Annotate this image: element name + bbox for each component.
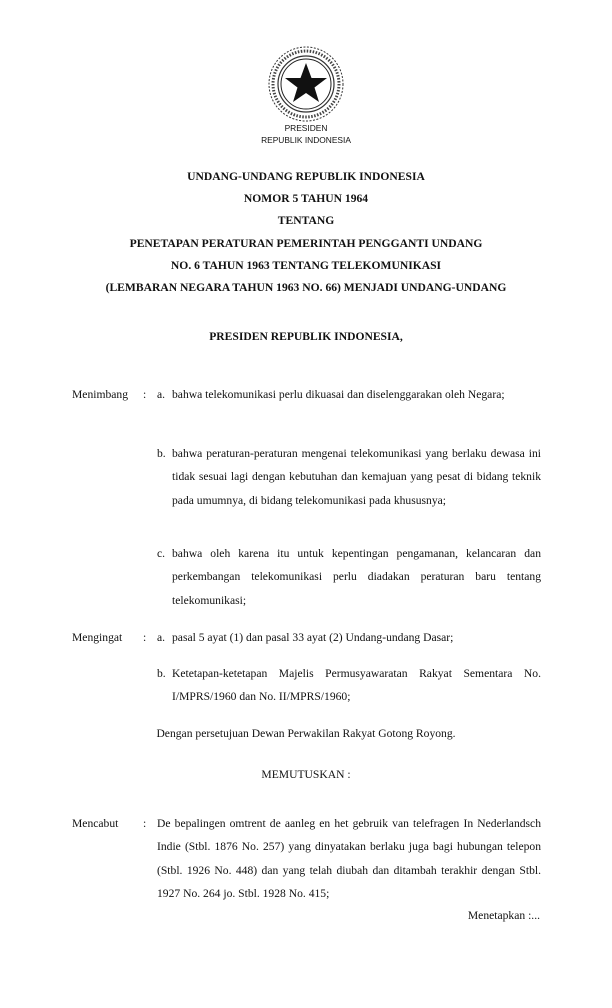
title-line: PENETAPAN PERATURAN PEMERINTAH PENGGANTI UNDANG: [129, 236, 483, 250]
item-letter: a.: [157, 631, 166, 644]
item-letter: c.: [157, 547, 166, 560]
continuation-note: Menetapkan :...: [467, 909, 540, 922]
mencabut-label: Mencabut: [72, 817, 119, 830]
mencabut-colon: :: [143, 817, 147, 830]
menimbang-item-b: [157, 442, 541, 512]
title-line: TENTANG: [277, 214, 335, 228]
title-line: (LEMBARAN NEGARA TAHUN 1963 NO. 66) MENJADI UNDANG-UNDANG: [105, 281, 507, 295]
title-line: UNDANG-UNDANG REPUBLIK INDONESIA: [187, 170, 425, 183]
persetujuan-text: Dengan persetujuan Dewan Perwakilan Rakyat Gotong Royong.: [156, 727, 456, 740]
menimbang-item-a: [157, 383, 541, 406]
menimbang-label: Menimbang: [72, 388, 129, 401]
item-letter: b.: [157, 667, 166, 680]
emblem-caption-republik: REPUBLIK INDONESIA: [261, 135, 351, 145]
item-text: bahwa oleh karena itu untuk kepentingan pengamanan, kelancaran dan perkembangan telekomunikasi perlu diadakan peraturan baru tentang telekomunikasi;: [172, 547, 541, 607]
item-text: bahwa peraturan-peraturan mengenai telekomunikasi yang berlaku dewasa ini tidak sesuai lagi dengan kebutuhan dan kemajuan yang pesat di bidang teknik pada umumnya, di bidang telekomunikasi pada khususnya;: [172, 447, 541, 507]
menimbang-colon: :: [143, 388, 147, 401]
memutuskan-heading: MEMUTUSKAN :: [261, 768, 351, 781]
item-text: pasal 5 ayat (1) dan pasal 33 ayat (2) Undang-undang Dasar;: [172, 631, 454, 644]
title-line: NOMOR 5 TAHUN 1964: [243, 192, 369, 206]
mengingat-item-a: [157, 626, 541, 649]
item-text: bahwa telekomunikasi perlu dikuasai dan diselenggarakan oleh Negara;: [172, 388, 505, 401]
mengingat-item-b: [157, 662, 541, 709]
emblem-caption-presiden: PRESIDEN: [284, 123, 328, 133]
item-letter: a.: [157, 388, 166, 401]
mencabut-text: De bepalingen omtrent de aanleg en het gebruik van telefragen In Nederlandsch Indie (Stbl. 1876 No. 257) yang dinyatakan berlaku juga bagi hubungan telepon (Stbl. 1926 No. 448) dan yang telah diubah dan ditambah terakhir dengan Stbl. 1927 No. 264 jo. Stbl. 1928 No. 415;: [157, 817, 541, 900]
mengingat-label: Mengingat: [72, 631, 123, 644]
title-line: NO. 6 TAHUN 1963 TENTANG TELEKOMUNIKASI: [170, 258, 442, 272]
mengingat-colon: :: [143, 631, 147, 644]
presidential-emblem-icon: [266, 44, 346, 124]
president-heading: PRESIDEN REPUBLIK INDONESIA,: [209, 330, 403, 343]
item-text: Ketetapan-ketetapan Majelis Permusyawaratan Rakyat Sementara No. I/MPRS/1960 dan No. II/MPRS/1960;: [172, 667, 541, 704]
item-letter: b.: [157, 447, 166, 460]
document-title: [0, 166, 612, 299]
menimbang-item-c: [157, 542, 541, 612]
